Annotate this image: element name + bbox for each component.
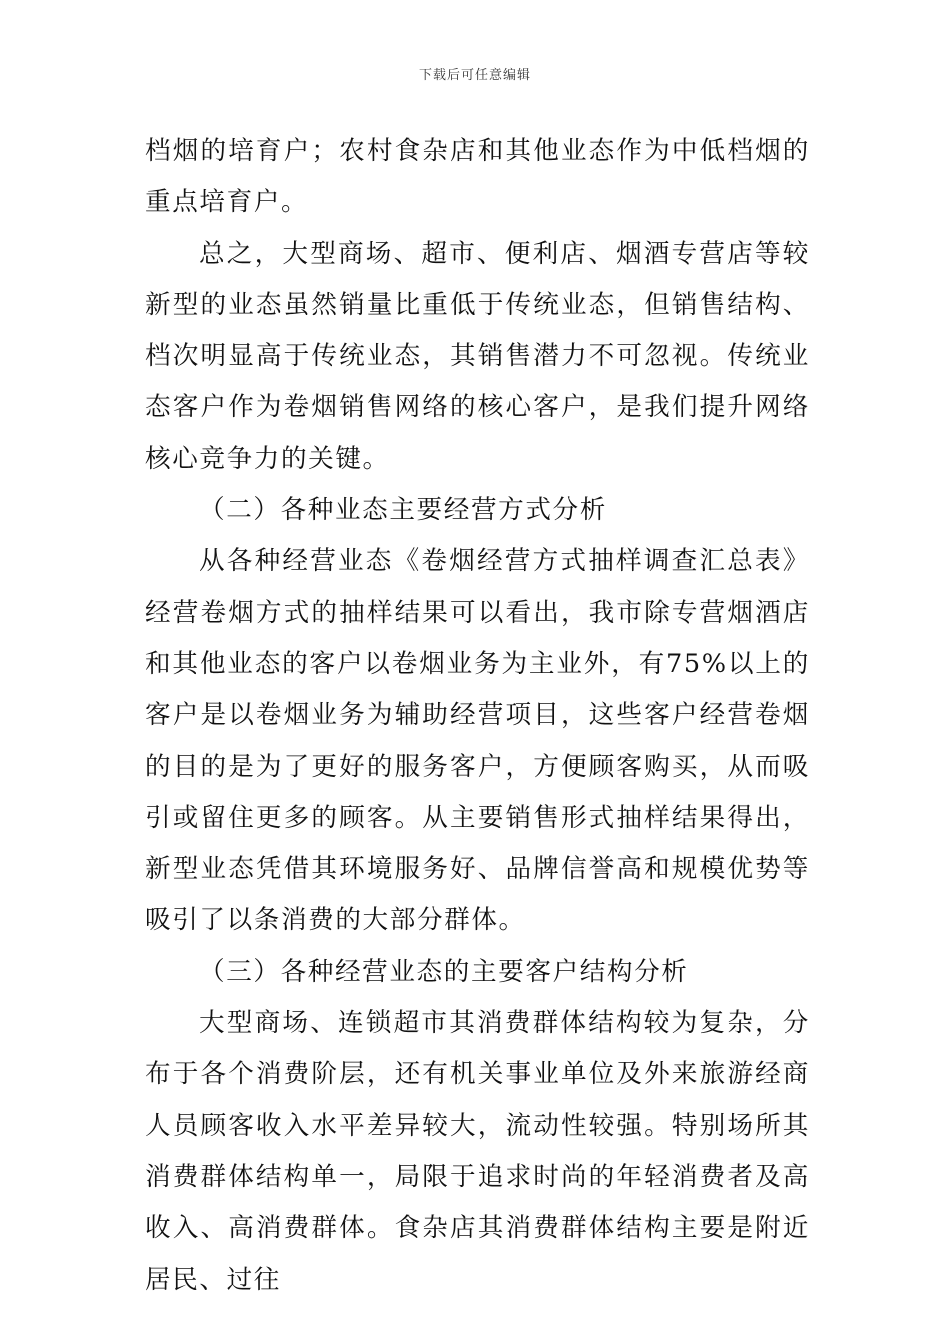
paragraph-operation-analysis: 从各种经营业态《卷烟经营方式抽样调查汇总表》经营卷烟方式的抽样结果可以看出，我市除专营烟酒店和其他业态的客户以卷烟业务为主业外，有75%以上的客户是以卷烟业务为辅助经营项目，这些客户经营卷烟的目的是为了更好的服务客户，方便顾客购买，从而吸引或留住更多的顾客。从主要销售形式抽样结果得出，新型业态凭借其环境服务好、品牌信誉高和规模优势等吸引了以条消费的大部分群体。 xyxy=(145,546,810,936)
document-body xyxy=(145,126,810,1306)
section-heading-3: （三）各种经营业态的主要客户结构分析 xyxy=(199,956,689,987)
paragraph-customer-structure: 大型商场、连锁超市其消费群体结构较为复杂，分布于各个消费阶层，还有机关事业单位及外来旅游经商人员顾客收入水平差异较大，流动性较强。特别场所其消费群体结构单一，局限于追求时尚的年轻消费者及高收入、高消费群体。食杂店其消费群体结构主要是附近居民、过往 xyxy=(145,1008,810,1295)
paragraph-summary: 总之，大型商场、超市、便利店、烟酒专营店等较新型的业态虽然销量比重低于传统业态，但销售结构、档次明显高于传统业态，其销售潜力不可忽视。传统业态客户作为卷烟销售网络的核心客户，是我们提升网络核心竞争力的关键。 xyxy=(145,238,810,474)
section-heading-2: （二）各种业态主要经营方式分析 xyxy=(199,495,607,526)
paragraph-continuation: 档烟的培育户；农村食杂店和其他业态作为中低档烟的重点培育户。 xyxy=(145,136,810,218)
page-header: 下载后可任意编辑 xyxy=(418,68,531,83)
